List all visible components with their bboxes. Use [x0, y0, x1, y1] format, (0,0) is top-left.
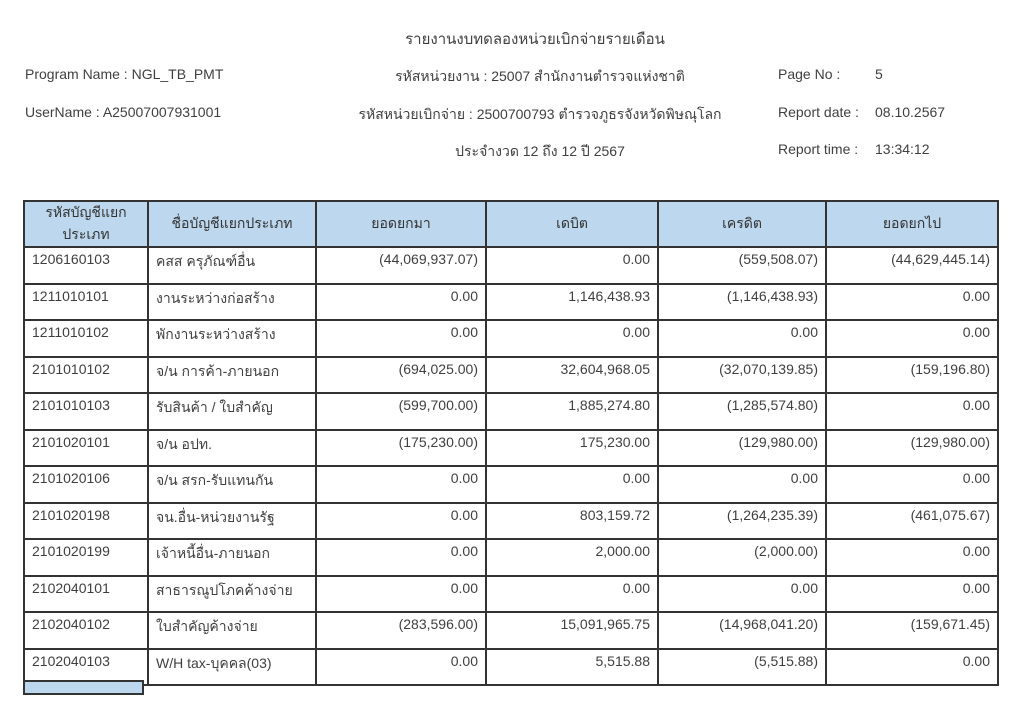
username — [25, 104, 221, 120]
debit-cell: 175,230.00 — [486, 430, 658, 467]
report-title: รายงานงบทดลองหน่วยเบิกจ่ายรายเดือน — [405, 31, 665, 48]
balance-carry-cell: 0.00 — [826, 284, 998, 321]
credit-cell: (2,000.00) — [658, 539, 826, 576]
table-row — [24, 466, 998, 503]
balance-forward-cell: (694,025.00) — [316, 357, 486, 394]
account-name-cell: จ/น อปท. — [148, 430, 316, 467]
debit-cell: 1,885,274.80 — [486, 393, 658, 430]
balance-forward-cell: (283,596.00) — [316, 612, 486, 649]
balance-carry-cell: 0.00 — [826, 649, 998, 686]
account-name-cell: จ/น การค้า-ภายนอก — [148, 357, 316, 394]
balance-carry-cell: 0.00 — [826, 320, 998, 357]
account-name-cell: จน.อื่น-หน่วยงานรัฐ — [148, 503, 316, 540]
balance-forward-cell: 0.00 — [316, 320, 486, 357]
balance-forward-cell: (44,069,937.07) — [316, 247, 486, 284]
partial-next-row-cell — [23, 680, 144, 695]
account-code-cell: 2101010102 — [24, 357, 148, 394]
balance-carry-cell: 0.00 — [826, 539, 998, 576]
account-code-cell: 2102040103 — [24, 649, 148, 686]
account-name-cell: ใบสำคัญค้างจ่าย — [148, 612, 316, 649]
credit-cell: 0.00 — [658, 320, 826, 357]
balance-carry-cell: 0.00 — [826, 576, 998, 613]
account-code-cell: 2101020198 — [24, 503, 148, 540]
page-no-label: Page No : — [778, 66, 841, 82]
credit-cell: (1,146,438.93) — [658, 284, 826, 321]
balance-carry-cell: (159,196.80) — [826, 357, 998, 394]
debit-cell: 32,604,968.05 — [486, 357, 658, 394]
credit-cell: (5,515.88) — [658, 649, 826, 686]
column-header-4: เครดิต — [658, 201, 826, 247]
debit-cell: 0.00 — [486, 466, 658, 503]
account-name-cell: เจ้าหนี้อื่น-ภายนอก — [148, 539, 316, 576]
period: ประจำงวด 12 ถึง 12 ปี 2567 — [455, 143, 625, 159]
balance-forward-cell: (599,700.00) — [316, 393, 486, 430]
column-header-2: ยอดยกมา — [316, 201, 486, 247]
account-name-cell: จ/น สรก-รับแทนกัน — [148, 466, 316, 503]
report-date-value: 08.10.2567 — [875, 104, 946, 120]
disbursement-unit-label: รหัสหน่วยเบิกจ่าย : — [358, 106, 473, 122]
balance-carry-cell: (44,629,445.14) — [826, 247, 998, 284]
debit-cell: 2,000.00 — [486, 539, 658, 576]
account-code-cell: 1211010101 — [24, 284, 148, 321]
balance-carry-cell: (129,980.00) — [826, 430, 998, 467]
disbursement-unit-value: 2500700793 ตำรวจภูธรจังหวัดพิษณุโลก — [476, 106, 722, 122]
table-row — [24, 320, 998, 357]
table-row — [24, 576, 998, 613]
balance-forward-cell: 0.00 — [316, 503, 486, 540]
program-name-label: Program Name : — [25, 66, 128, 82]
balance-carry-cell: (159,671.45) — [826, 612, 998, 649]
debit-cell: 15,091,965.75 — [486, 612, 658, 649]
disbursement-unit-code — [300, 104, 780, 126]
balance-carry-cell: 0.00 — [826, 393, 998, 430]
balance-carry-cell: (461,075.67) — [826, 503, 998, 540]
table-row — [24, 247, 998, 284]
username-value: A25007007931001 — [102, 104, 222, 120]
page-no-value: 5 — [875, 66, 883, 82]
program-name-value: NGL_TB_PMT — [131, 66, 224, 82]
credit-cell: (1,285,574.80) — [658, 393, 826, 430]
debit-cell: 5,515.88 — [486, 649, 658, 686]
column-header-1: ชื่อบัญชีแยกประเภท — [148, 201, 316, 247]
balance-forward-cell: 0.00 — [316, 284, 486, 321]
balance-forward-cell: 0.00 — [316, 466, 486, 503]
credit-cell: 0.00 — [658, 576, 826, 613]
account-name-cell: คสส ครุภัณฑ์อื่น — [148, 247, 316, 284]
balance-forward-cell: 0.00 — [316, 539, 486, 576]
account-code-cell: 1211010102 — [24, 320, 148, 357]
debit-cell: 0.00 — [486, 320, 658, 357]
table-row — [24, 393, 998, 430]
credit-cell: (1,264,235.39) — [658, 503, 826, 540]
account-name-cell: W/H tax-บุคคล(03) — [148, 649, 316, 686]
account-code-cell: 2101020106 — [24, 466, 148, 503]
agency-code-label: รหัสหน่วยงาน : — [395, 68, 488, 84]
trial-balance-table — [23, 200, 999, 686]
credit-cell: (559,508.07) — [658, 247, 826, 284]
report-date-label: Report date : — [778, 104, 859, 120]
balance-forward-cell: 0.00 — [316, 576, 486, 613]
account-name-cell: พักงานระหว่างสร้าง — [148, 320, 316, 357]
table-row — [24, 503, 998, 540]
credit-cell: 0.00 — [658, 466, 826, 503]
account-code-cell: 2101010103 — [24, 393, 148, 430]
account-name-cell: สาธารณูปโภคค้างจ่าย — [148, 576, 316, 613]
balance-forward-cell: 0.00 — [316, 649, 486, 686]
report-time-value: 13:34:12 — [875, 141, 930, 157]
report-time-label: Report time : — [778, 141, 859, 157]
table-row — [24, 284, 998, 321]
account-code-cell: 2101020101 — [24, 430, 148, 467]
credit-cell: (14,968,041.20) — [658, 612, 826, 649]
agency-code-value: 25007 สำนักงานตำรวจแห่งชาติ — [491, 68, 685, 84]
table-row — [24, 539, 998, 576]
column-header-0: รหัสบัญชีแยกประเภท — [24, 201, 148, 247]
account-code-cell: 1206160103 — [24, 247, 148, 284]
account-code-cell: 2102040101 — [24, 576, 148, 613]
credit-cell: (32,070,139.85) — [658, 357, 826, 394]
debit-cell: 1,146,438.93 — [486, 284, 658, 321]
table-row — [24, 430, 998, 467]
debit-cell: 0.00 — [486, 576, 658, 613]
debit-cell: 0.00 — [486, 247, 658, 284]
balance-forward-cell: (175,230.00) — [316, 430, 486, 467]
table-row — [24, 357, 998, 394]
column-header-5: ยอดยกไป — [826, 201, 998, 247]
account-code-cell: 2101020199 — [24, 539, 148, 576]
credit-cell: (129,980.00) — [658, 430, 826, 467]
table-row — [24, 612, 998, 649]
table-row — [24, 649, 998, 686]
column-header-3: เดบิต — [486, 201, 658, 247]
debit-cell: 803,159.72 — [486, 503, 658, 540]
table-header-row — [24, 201, 998, 247]
account-name-cell: งานระหว่างก่อสร้าง — [148, 284, 316, 321]
account-code-cell: 2102040102 — [24, 612, 148, 649]
agency-code — [300, 66, 780, 88]
username-label: UserName : — [25, 104, 100, 120]
account-name-cell: รับสินค้า / ใบสำคัญ — [148, 393, 316, 430]
program-name — [25, 66, 223, 82]
balance-carry-cell: 0.00 — [826, 466, 998, 503]
